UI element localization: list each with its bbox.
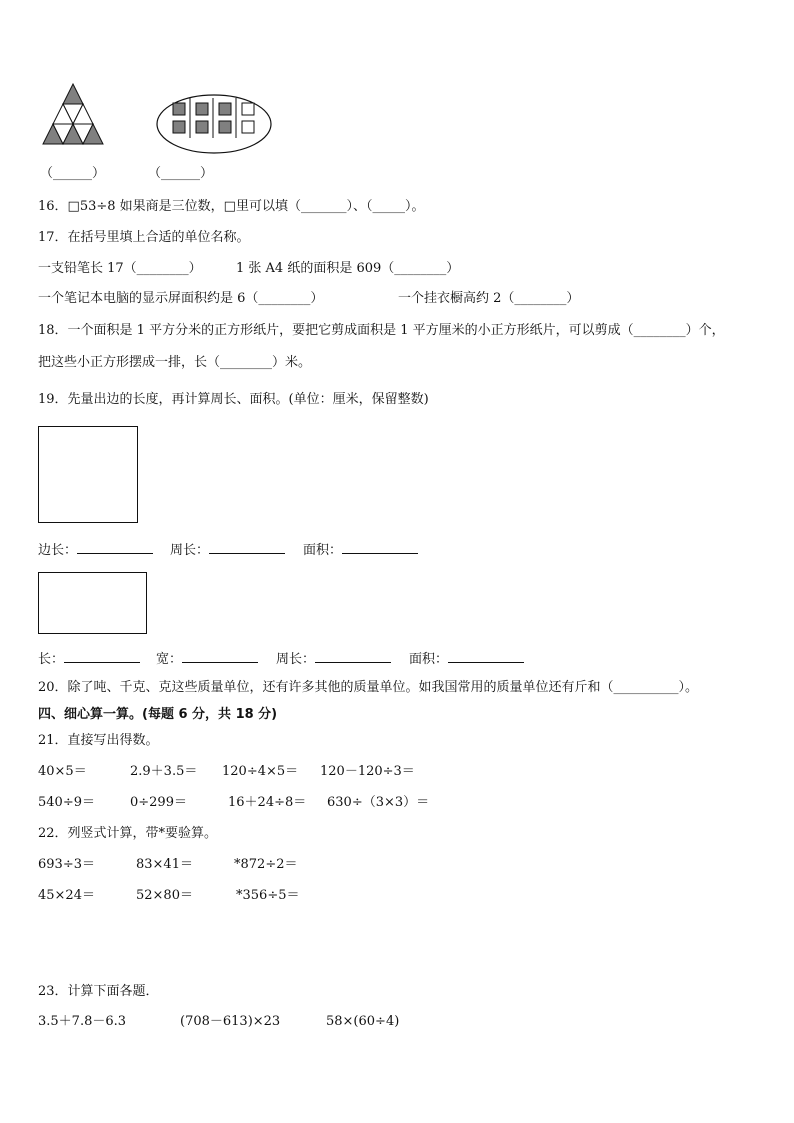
q23-expr: 3.5＋7.8－6.3 — [38, 1014, 127, 1029]
square-figure — [38, 426, 138, 523]
question-23-title: 23．计算下面各题． — [38, 984, 159, 999]
question-21-title: 21．直接写出得数。 — [38, 733, 159, 748]
question-16: 16．□53÷8 如果商是三位数，□里可以填（_______）、（_____）。 — [38, 199, 425, 214]
rect-length-label — [38, 650, 140, 668]
q21-expr: 16＋24÷8＝ — [228, 795, 307, 810]
rect-width-blank[interactable] — [182, 650, 258, 663]
question-19-title: 19．先量出边的长度，再计算周长、面积。(单位：厘米，保留整数) — [38, 392, 429, 407]
square-area-blank[interactable] — [342, 541, 418, 554]
rectangle-figure — [38, 572, 147, 634]
q22-expr: 693÷3＝ — [38, 857, 95, 872]
square-area-text: 面积： — [303, 543, 343, 558]
square-perimeter-blank[interactable] — [209, 541, 285, 554]
question-17-title: 17．在括号里填上合适的单位名称。 — [38, 230, 250, 245]
triangle-figure-icon — [40, 82, 110, 152]
rect-length-blank[interactable] — [64, 650, 140, 663]
ellipse-squares-figure-icon — [154, 92, 274, 156]
rect-length-text: 长： — [38, 652, 65, 667]
q22-expr: 52×80＝ — [136, 888, 193, 903]
q22-expr: 45×24＝ — [38, 888, 95, 903]
rect-perimeter-text: 周长： — [276, 652, 316, 667]
q21-expr: 540÷9＝ — [38, 795, 95, 810]
question-17-item-c: 一个笔记本电脑的显示屏面积约是 6（________） — [38, 291, 324, 306]
q22-expr: *356÷5＝ — [236, 888, 300, 903]
question-17-item-b: 1 张 A4 纸的面积是 609（________） — [236, 261, 460, 276]
rect-perimeter-blank[interactable] — [315, 650, 391, 663]
question-17-item-d: 一个挂衣橱高约 2（________） — [398, 291, 580, 306]
q22-expr: 83×41＝ — [136, 857, 193, 872]
square-perimeter-text: 周长： — [170, 543, 210, 558]
rect-perimeter-label — [276, 650, 391, 668]
rect-width-label — [156, 650, 258, 668]
q23-expr: 58×(60÷4) — [326, 1014, 400, 1029]
rect-area-text: 面积： — [409, 652, 449, 667]
rect-width-text: 宽： — [156, 652, 183, 667]
figure-2-answer-blank[interactable]: （______） — [148, 166, 214, 181]
q21-expr: 40×5＝ — [38, 764, 87, 779]
figure-1-answer-blank[interactable]: （______） — [40, 166, 106, 181]
q21-expr: 120－120÷3＝ — [320, 764, 415, 779]
q22-expr: *872÷2＝ — [234, 857, 298, 872]
square-side-blank[interactable] — [77, 541, 153, 554]
question-18-line-1: 18．一个面积是 1 平方分米的正方形纸片，要把它剪成面积是 1 平方厘米的小正方形纸片，可以剪成（________）个， — [38, 323, 725, 338]
square-perimeter-label — [170, 541, 285, 559]
question-17-item-a: 一支铅笔长 17（________） — [38, 261, 202, 276]
rect-area-label — [409, 650, 524, 668]
square-side-text: 边长： — [38, 543, 78, 558]
rect-area-blank[interactable] — [448, 650, 524, 663]
q21-expr: 120÷4×5＝ — [222, 764, 299, 779]
question-20: 20．除了吨、千克、克这些质量单位，还有许多其他的质量单位。如我国常用的质量单位还有斤和（__________）。 — [38, 680, 699, 695]
q21-expr: 2.9＋3.5＝ — [130, 764, 198, 779]
section-4-heading: 四、细心算一算。(每题 6 分，共 18 分) — [38, 707, 278, 722]
q21-expr: 0÷299＝ — [130, 795, 187, 810]
question-18-line-2: 把这些小正方形摆成一排，长（________）米。 — [38, 355, 312, 370]
square-area-label — [303, 541, 418, 559]
q23-expr: (708－613)×23 — [180, 1014, 281, 1029]
square-side-label — [38, 541, 153, 559]
q21-expr: 630÷（3×3）＝ — [327, 795, 430, 810]
question-22-title: 22．列竖式计算，带*要验算。 — [38, 826, 218, 841]
